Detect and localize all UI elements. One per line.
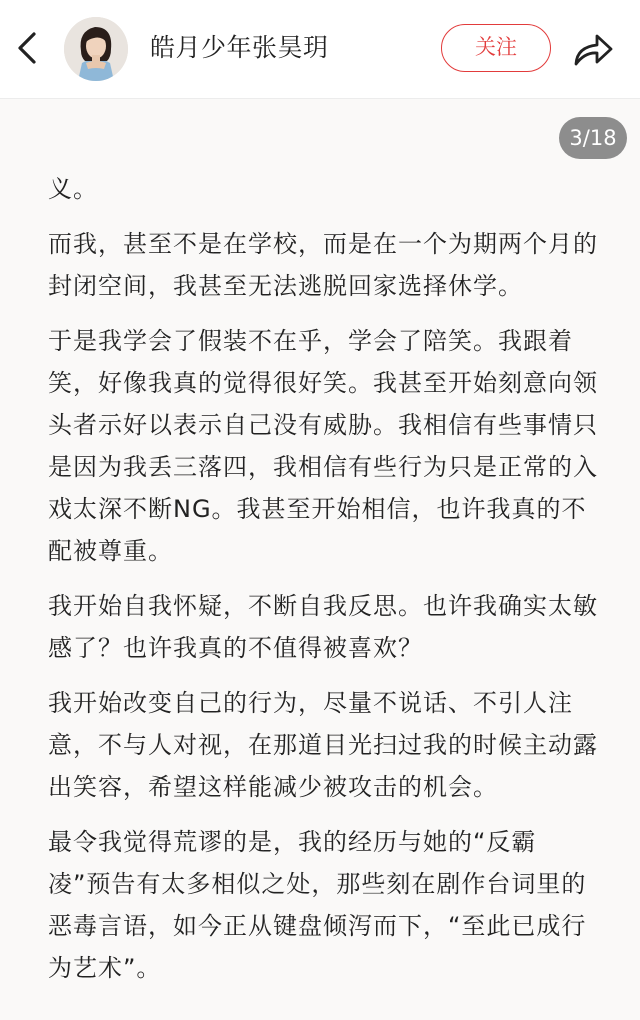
author-avatar[interactable] xyxy=(64,17,128,81)
avatar-image xyxy=(64,17,128,81)
top-navigation-bar xyxy=(0,0,640,99)
article-paragraph: 而我，甚至不是在学校，而是在一个为期两个月的封闭空间，我甚至无法逃脱回家选择休学。 xyxy=(48,230,598,300)
follow-button[interactable]: 关注 xyxy=(441,24,551,72)
article-paragraph: 我开始改变自己的行为，尽量不说话、不引人注意，不与人对视，在那道目光扫过我的时候主动露出笑容，希望这样能减少被攻击的机会。 xyxy=(48,689,598,801)
article-paragraph: 我开始自我怀疑，不断自我反思。也许我确实太敏感了？也许我真的不值得被喜欢？ xyxy=(48,592,598,662)
share-button[interactable] xyxy=(568,28,616,70)
page-counter-badge: 3/18 xyxy=(559,117,627,159)
article-paragraph: 义。 xyxy=(48,175,98,203)
article-body xyxy=(48,168,598,1002)
back-button[interactable] xyxy=(8,28,44,68)
article-paragraph: 最令我觉得荒谬的是，我的经历与她的“反霸凌”预告有太多相似之处，那些刻在剧作台词里的恶毒言语，如今正从键盘倾泻而下，“至此已成行为艺术”。 xyxy=(48,828,587,982)
author-name[interactable]: 皓月少年张昊玥 xyxy=(150,33,329,62)
article-paragraph: 于是我学会了假装不在乎，学会了陪笑。我跟着笑，好像我真的觉得很好笑。我甚至开始刻意向领头者示好以表示自己没有威胁。我相信有些事情只是因为我丢三落四，我相信有些行为只是正常的入戏太深不断NG。我甚至开始相信，也许我真的不配被尊重。 xyxy=(48,327,598,565)
chevron-left-icon xyxy=(8,28,44,68)
share-arrow-icon xyxy=(568,28,616,70)
